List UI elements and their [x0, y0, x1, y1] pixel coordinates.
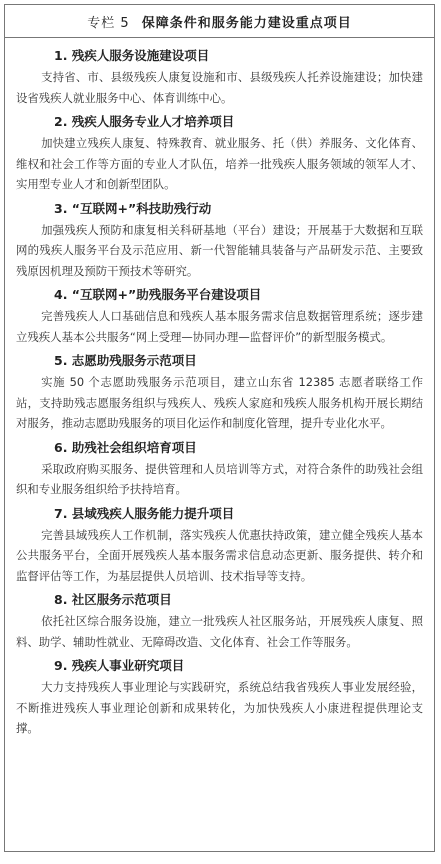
- column-box: [4, 4, 435, 852]
- section-body: 依托社区综合服务设施，建立一批残疾人社区服务站，开展残疾人康复、照料、助学、辅助性就业、无障碍改造、文化体育、社会工作等服务。: [16, 614, 423, 649]
- section-8: [16, 588, 423, 652]
- section-body: 大力支持残疾人事业理论与实践研究，系统总结我省残疾人事业发展经验，不断推进残疾人事业理论创新和成果转化，为加快残疾人小康进程提供理论支撑。: [16, 680, 423, 735]
- section-4: [16, 283, 423, 347]
- section-5: [16, 349, 423, 434]
- box-content: [5, 38, 434, 739]
- section-heading: 4. “互联网+”助残服务平台建设项目: [54, 287, 262, 302]
- section-heading: 5. 志愿助残服务示范项目: [54, 353, 197, 368]
- section-2: [16, 110, 423, 195]
- section-body: 完善县域残疾人工作机制，落实残疾人优惠扶持政策，建立健全残疾人基本公共服务平台，全面开展残疾人基本服务需求信息动态更新、服务提供、转介和监督评估等工作，为基层提供人员培训、技术指导等支持。: [16, 527, 423, 583]
- section-body: 支持省、市、县级残疾人康复设施和市、县级残疾人托养设施建设；加快建设省残疾人就业服务中心、体育训练中心。: [16, 70, 423, 105]
- section-1: [16, 44, 423, 108]
- section-heading: 9. 残疾人事业研究项目: [54, 658, 185, 673]
- section-body: 采取政府购买服务、提供管理和人员培训等方式，对符合条件的助残社会组织和专业服务组织给予扶持培育。: [16, 461, 423, 496]
- section-heading: 3. “互联网+”科技助残行动: [54, 200, 212, 216]
- box-title: 保障条件和服务能力建设重点项目: [141, 15, 352, 31]
- box-label: 专栏 5: [87, 15, 130, 31]
- section-body: 完善残疾人人口基础信息和残疾人基本服务需求信息数据管理系统；逐步建立残疾人基本公共服务“网上受理—协同办理—监督评价”的新型服务模式。: [16, 309, 423, 344]
- section-heading: 6. 助残社会组织培育项目: [54, 439, 197, 455]
- section-heading: 8. 社区服务示范项目: [54, 592, 172, 607]
- section-heading: 2. 残疾人服务专业人才培养项目: [54, 114, 235, 129]
- section-heading: 7. 县域残疾人服务能力提升项目: [54, 505, 235, 521]
- section-7: [16, 502, 423, 587]
- section-body: 实施 50 个志愿助残服务示范项目，建立山东省 12385 志愿者联络工作站，支持助残志愿服务组织与残疾人、残疾人家庭和残疾人服务机构开展长期结对服务，推动志愿助残服务的项目化运作和制度化管理，提升专业化水平。: [16, 375, 423, 430]
- section-9: [16, 654, 423, 739]
- box-title-bar: [5, 5, 434, 38]
- section-body: 加强残疾人预防和康复相关科研基地（平台）建设；开展基于大数据和互联网的残疾人服务平台及示范应用、新一代智能辅具装备与产品研发示范、主要致残原因机理及预防干预技术等研究。: [16, 222, 423, 278]
- section-heading: 1. 残疾人服务设施建设项目: [54, 48, 210, 63]
- section-6: [16, 436, 423, 500]
- section-body: 加快建立残疾人康复、特殊教育、就业服务、托（供）养服务、文化体育、维权和社会工作等方面的专业人才队伍，培养一批残疾人服务领域的领军人才、实用型专业人才和创新型团队。: [16, 136, 423, 191]
- section-3: [16, 197, 423, 282]
